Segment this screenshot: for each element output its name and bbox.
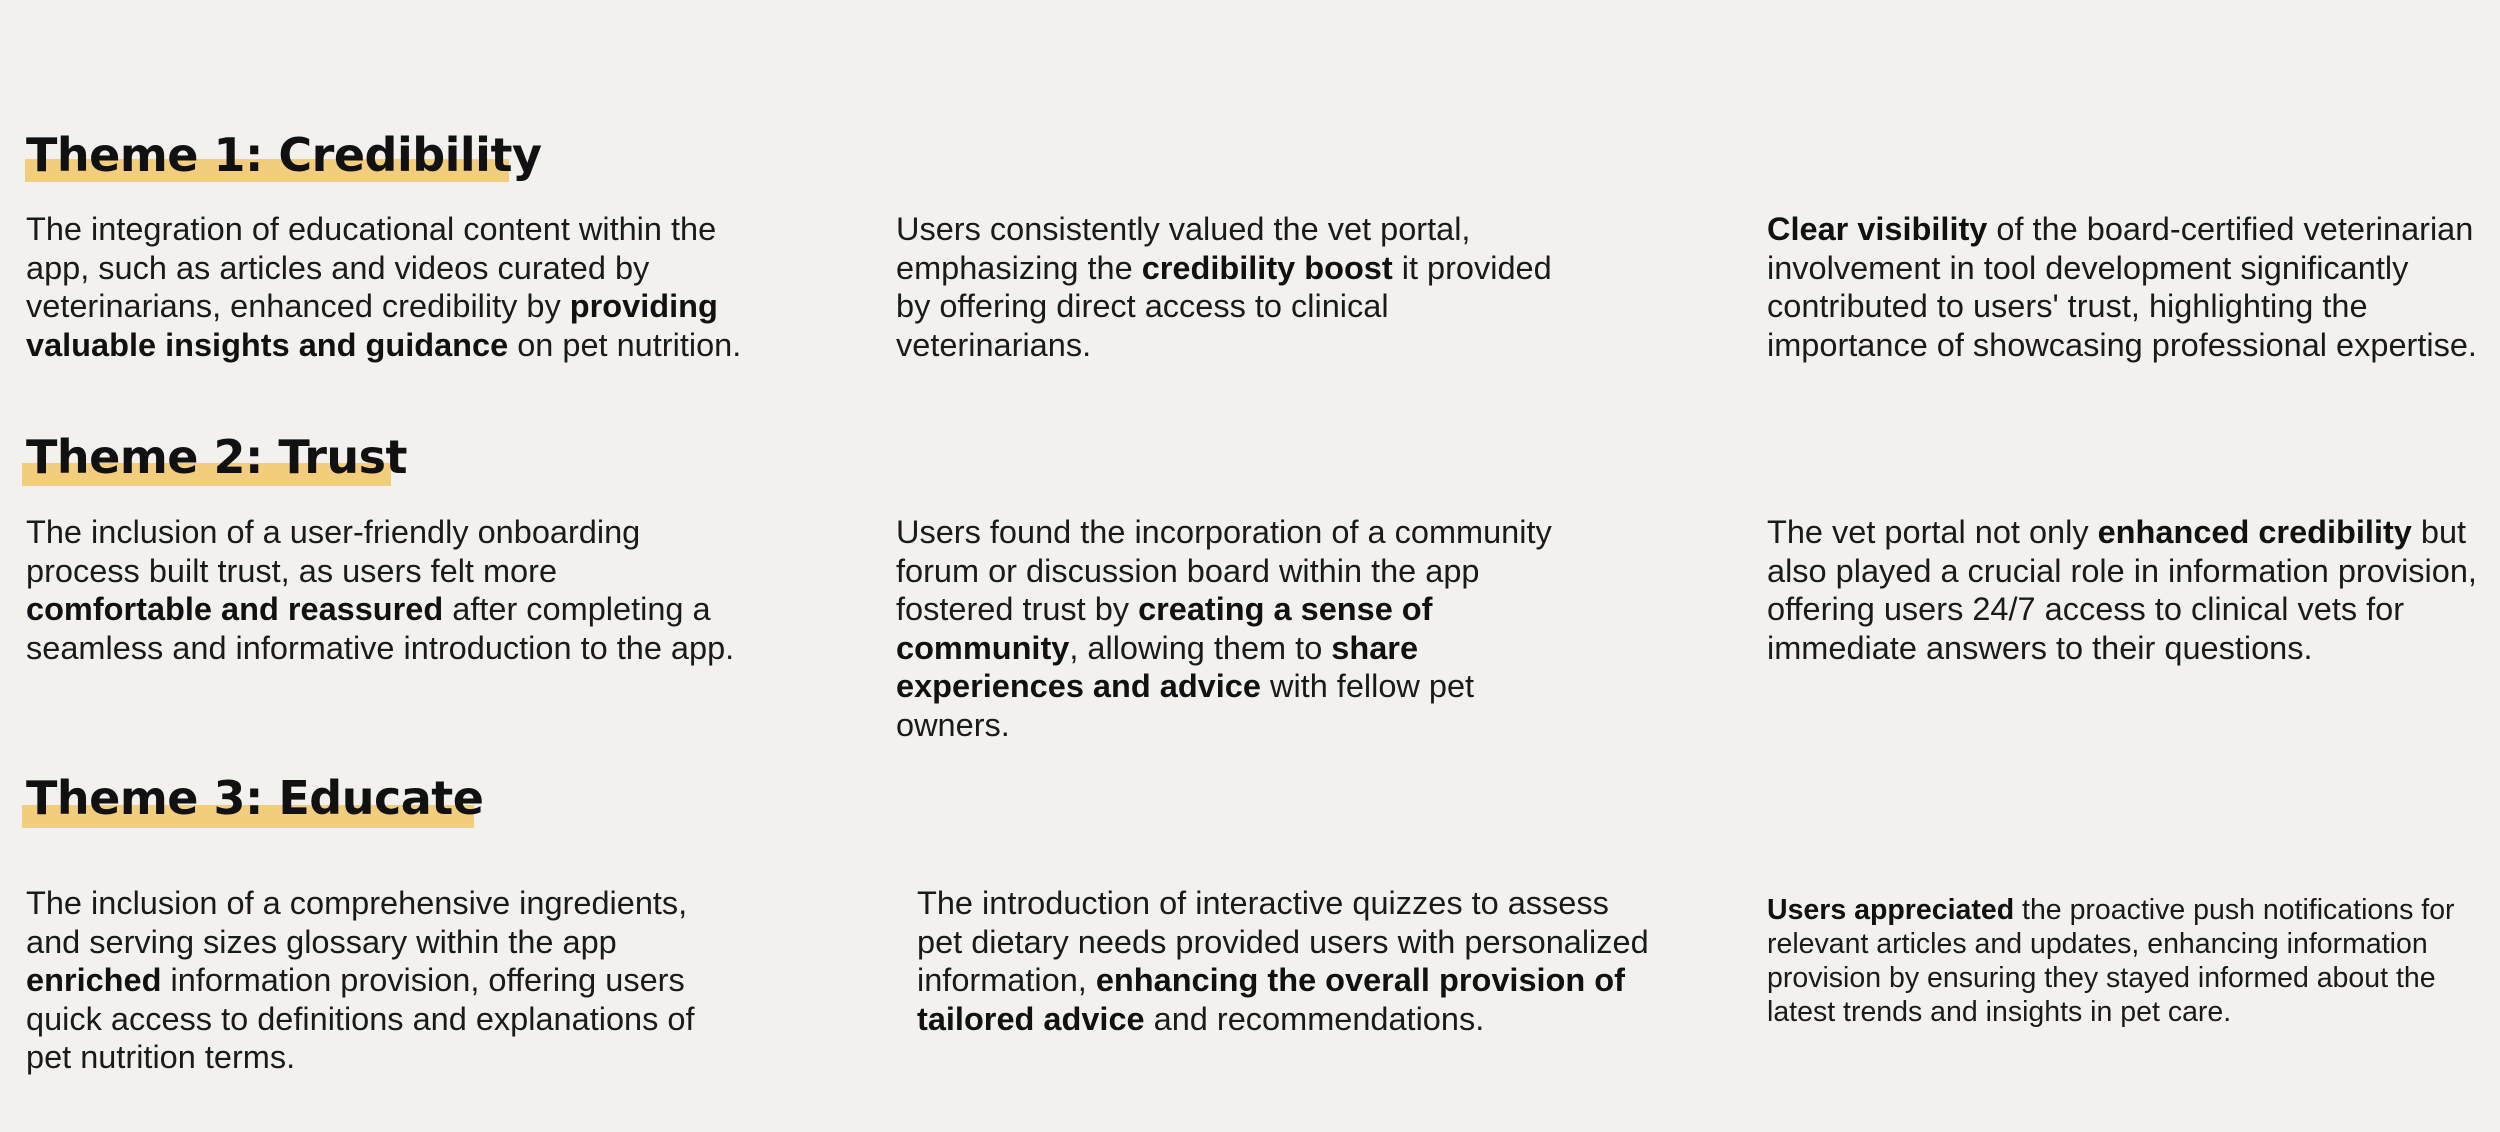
emphasis-text: enhanced credibility: [2097, 514, 2412, 550]
theme-2-finding-1: [26, 513, 746, 667]
theme-3-finding-3: [1767, 893, 2457, 1029]
emphasis-text: enhancing the overall provision of tailored advice: [917, 962, 1625, 1037]
body-text: The inclusion of a user-friendly onboarding process built trust, as users felt more: [26, 514, 641, 589]
theme-3-finding-2: [917, 884, 1662, 1038]
theme-1-finding-1: [26, 210, 746, 364]
emphasis-text: Clear visibility: [1767, 211, 1988, 247]
body-text: of the board-certified veterinarian involvement in tool development significantly contributed to users' trust, highlighting the importance of showcasing professional expertise.: [1767, 211, 2477, 363]
emphasis-text: providing valuable insights and guidance: [26, 288, 718, 363]
theme-3-title: Theme 3: Educate: [26, 771, 484, 825]
body-text: The vet portal not only: [1767, 514, 2098, 550]
body-text: The inclusion of a comprehensive ingredients, and serving sizes glossary within the app: [26, 885, 688, 960]
body-text: The introduction of interactive quizzes to assess pet dietary needs provided users with personalized information,: [917, 885, 1649, 998]
body-text: on pet nutrition.: [508, 326, 742, 363]
theme-1-finding-2: [896, 210, 1561, 364]
body-text: but also played a crucial role in information provision, offering users 24/7 access to clinical vets for immediate answers to their questions.: [1767, 514, 2477, 666]
emphasis-text: Users appreciated: [1767, 894, 2015, 926]
emphasis-text: share experiences and advice: [896, 629, 1419, 704]
body-text: it provided by offering direct access to clinical veterinarians.: [896, 249, 1552, 363]
body-text: information provision, offering users quick access to definitions and explanations of pet nutrition terms.: [26, 962, 695, 1075]
body-text: , allowing them to: [1069, 629, 1332, 666]
theme-2-finding-3: [1767, 513, 2492, 667]
body-text: and recommendations.: [1144, 1000, 1485, 1037]
theme-1-title: Theme 1: Credibility: [26, 128, 542, 182]
theme-2-title: Theme 2: Trust: [26, 430, 408, 484]
emphasis-text: enriched: [26, 962, 162, 998]
theme-1-finding-3: [1767, 210, 2477, 364]
emphasis-text: comfortable and reassured: [26, 591, 444, 627]
body-text: the proactive push notifications for relevant articles and updates, enhancing information provision by ensuring they stayed informed about the latest trends and insights in pet care.: [1767, 894, 2455, 1028]
body-text: The integration of educational content within the app, such as articles and videos curated by veterinarians, enhanced credibility by: [26, 211, 717, 324]
body-text: with fellow pet owners.: [896, 668, 1475, 743]
body-text: after completing a seamless and informative introduction to the app.: [26, 591, 735, 666]
theme-2-finding-2: [896, 513, 1596, 744]
body-text: Users consistently valued the vet portal, emphasizing the: [896, 211, 1471, 286]
emphasis-text: creating a sense of community: [896, 591, 1433, 666]
emphasis-text: credibility boost: [1141, 249, 1393, 286]
body-text: Users found the incorporation of a community forum or discussion board within the app fostered trust by: [896, 514, 1552, 627]
theme-3-finding-1: [26, 884, 726, 1077]
